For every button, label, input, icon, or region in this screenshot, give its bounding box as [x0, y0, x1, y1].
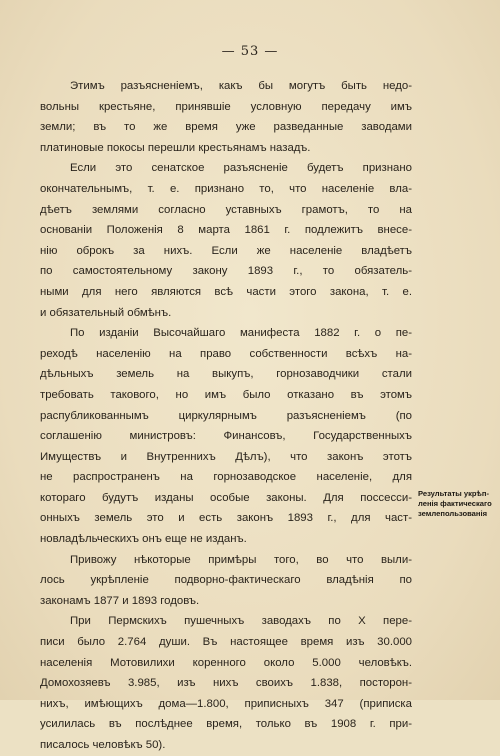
text-line: Привожу нѣкоторые примѣры того, во что выли-	[70, 553, 412, 566]
paragraph	[40, 76, 412, 158]
text-line: Домохозяевъ 3.985, изъ нихъ своихъ 1.838, посторон-	[40, 677, 412, 690]
paragraph	[40, 550, 412, 612]
paragraph	[40, 158, 412, 323]
text-line: ными для него являются всѣ части этого закона, т. е.	[40, 285, 412, 298]
text-line: нію оброкъ за нихъ. Если же населеніе владѣетъ	[40, 244, 412, 257]
margin-note-line: землепользованія	[418, 509, 488, 518]
body-text	[40, 76, 412, 756]
margin-note-line: ленія фактическаго	[418, 499, 492, 508]
text-line: Этимъ разъясненіемъ, какъ бы могутъ быть недо-	[70, 80, 412, 92]
text-line: Имуществъ и Внутреннихъ Дѣлъ), что законъ этотъ	[40, 450, 412, 463]
paragraph	[40, 323, 412, 550]
text-line: требовать такового, но имъ было отказано въ этомъ	[40, 388, 412, 401]
text-line: усилилась въ послѣднее время, только въ 1908 г. при-	[40, 718, 412, 731]
text-line: законамъ 1877 и 1893 годовъ.	[40, 594, 200, 607]
text-line: Если это сенатское разъясненіе будетъ признано	[70, 162, 412, 175]
text-line: дѣльныхъ земель на выкупъ, горнозаводчики стали	[40, 368, 412, 381]
text-line: по самостоятельному закону 1893 г., то обязатель-	[40, 265, 412, 278]
text-line: По изданіи Высочайшаго манифеста 1882 г. о пе-	[70, 327, 412, 340]
text-line: земли; въ то же время уже разведанные заводами	[40, 121, 412, 134]
text-line: При Пермскихъ пушечныхъ заводахъ по X пере-	[70, 615, 412, 628]
text-line: не распространенъ на горнозаводское населеніе, для	[40, 471, 412, 484]
text-line: писи было 2.764 души. Въ настоящее время изъ 30.000	[40, 636, 412, 649]
text-line: дѣетъ землями согласно уставныхъ грамотъ, то на	[40, 203, 412, 216]
text-line: соглашенію министровъ: Финансовъ, Государственныхъ	[40, 430, 412, 443]
page-number: — 53 —	[221, 44, 279, 59]
text-line: онныхъ земель это и есть законъ 1893 г., для част-	[40, 512, 412, 525]
text-line: нихъ, имѣющихъ дома—1.800, приписныхъ 347 (приписка	[40, 697, 412, 710]
text-line: платиновые покосы перешли крестьянамъ назадъ.	[40, 141, 311, 154]
text-line: писалось человѣкъ 50).	[40, 739, 166, 751]
text-line: населенія Мотовилихи коренного около 5.000 человѣкъ.	[40, 656, 412, 669]
text-line: вольны крестьяне, принявшіе условную передачу имъ	[40, 100, 412, 113]
paragraph	[40, 611, 412, 755]
text-line: и обязательный обмѣнъ.	[40, 306, 172, 319]
margin-note	[418, 489, 494, 519]
text-line: окончательнымъ, т. е. признано то, что населеніе вла-	[40, 182, 412, 195]
text-line: реходѣ населенію на право собственности всѣхъ на-	[40, 347, 412, 360]
text-line: лось укрѣпленіе подворно-фактическаго владѣнія по	[40, 574, 412, 587]
margin-note-line: Результаты укрѣп-	[418, 489, 490, 498]
text-line: распубликованнымъ циркулярнымъ разъясненіемъ (по	[40, 409, 412, 422]
text-line: основаніи Положенія 8 марта 1861 г. подлежитъ внесе-	[40, 224, 412, 237]
text-line: котораго будутъ изданы особые законы. Для поссесси-	[40, 491, 412, 504]
text-line: новладѣльческихъ онъ еще не изданъ.	[40, 533, 247, 546]
